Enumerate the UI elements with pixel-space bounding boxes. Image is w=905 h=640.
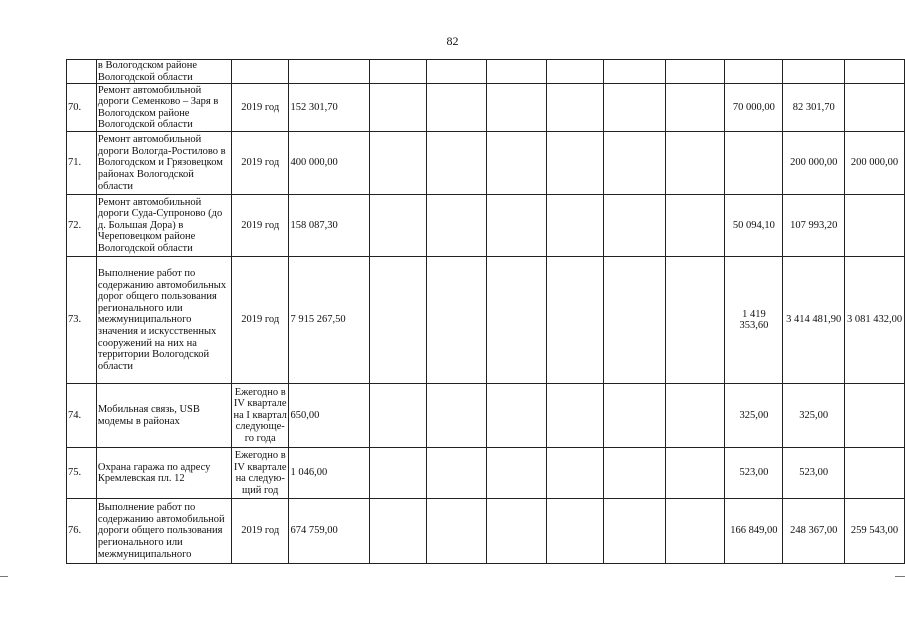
empty-cell [665, 60, 725, 84]
empty-cell [546, 499, 604, 564]
table-row [67, 384, 905, 448]
empty-cell [546, 84, 604, 132]
empty-cell [546, 132, 604, 195]
empty-cell [487, 84, 547, 132]
empty-cell [604, 499, 665, 564]
amount-year-3 [845, 448, 905, 499]
table-row [67, 60, 905, 84]
empty-cell [487, 384, 547, 448]
period: 2019 год [231, 84, 289, 132]
table-row [67, 132, 905, 195]
row-number: 75. [67, 448, 97, 499]
total-amount: 152 301,70 [289, 84, 369, 132]
empty-cell [665, 195, 725, 257]
empty-cell [604, 257, 665, 384]
empty-cell [427, 132, 487, 195]
total-amount: 650,00 [289, 384, 369, 448]
empty-cell [427, 84, 487, 132]
total-amount: 1 046,00 [289, 448, 369, 499]
item-name: в Вологодском районе Вологодской области [96, 60, 231, 84]
amount-year-3 [845, 84, 905, 132]
empty-cell [487, 132, 547, 195]
amount-year-2: 523,00 [783, 448, 845, 499]
row-number: 76. [67, 499, 97, 564]
empty-cell [369, 448, 427, 499]
amount-year-3 [845, 195, 905, 257]
amount-year-1: 1 419 353,60 [725, 257, 783, 384]
item-name: Охрана гаража по адресу Кремлевская пл. 12 [96, 448, 231, 499]
empty-cell [427, 384, 487, 448]
table-row [67, 84, 905, 132]
empty-cell [604, 84, 665, 132]
amount-year-3 [845, 60, 905, 84]
empty-cell [665, 499, 725, 564]
empty-cell [427, 60, 487, 84]
empty-cell [546, 60, 604, 84]
total-amount [289, 60, 369, 84]
amount-year-1: 70 000,00 [725, 84, 783, 132]
empty-cell [369, 60, 427, 84]
empty-cell [369, 132, 427, 195]
empty-cell [604, 60, 665, 84]
total-amount: 400 000,00 [289, 132, 369, 195]
empty-cell [369, 195, 427, 257]
period: 2019 год [231, 499, 289, 564]
row-number: 74. [67, 384, 97, 448]
empty-cell [604, 384, 665, 448]
empty-cell [604, 195, 665, 257]
empty-cell [487, 195, 547, 257]
amount-year-2: 248 367,00 [783, 499, 845, 564]
empty-cell [369, 384, 427, 448]
empty-cell [604, 448, 665, 499]
empty-cell [369, 84, 427, 132]
period: Ежегодно в IV квартале на I квартал следующе-го года [231, 384, 289, 448]
empty-cell [487, 448, 547, 499]
period: 2019 год [231, 132, 289, 195]
empty-cell [487, 499, 547, 564]
page-number: 82 [446, 34, 459, 48]
empty-cell [665, 257, 725, 384]
item-name: Выполнение работ по содержанию автомобильной дороги общего пользования регионального или межмуниципального [96, 499, 231, 564]
row-number: 71. [67, 132, 97, 195]
empty-cell [665, 132, 725, 195]
amount-year-2: 325,00 [783, 384, 845, 448]
empty-cell [665, 84, 725, 132]
empty-cell [427, 448, 487, 499]
empty-cell [546, 257, 604, 384]
amount-year-2: 82 301,70 [783, 84, 845, 132]
amount-year-3 [845, 384, 905, 448]
amount-year-3: 259 543,00 [845, 499, 905, 564]
item-name: Ремонт автомобильной дороги Суда-Супроново (до д. Большая Дора) в Череповецком районе Вологодской области [96, 195, 231, 257]
period [231, 60, 289, 84]
budget-table [66, 59, 905, 564]
scan-mark [0, 576, 8, 577]
empty-cell [427, 257, 487, 384]
amount-year-2: 107 993,20 [783, 195, 845, 257]
amount-year-2: 3 414 481,90 [783, 257, 845, 384]
empty-cell [427, 499, 487, 564]
table-row [67, 257, 905, 384]
scan-mark [895, 576, 905, 577]
amount-year-2: 200 000,00 [783, 132, 845, 195]
amount-year-1: 325,00 [725, 384, 783, 448]
table-row [67, 448, 905, 499]
empty-cell [604, 132, 665, 195]
amount-year-1: 523,00 [725, 448, 783, 499]
period: 2019 год [231, 257, 289, 384]
amount-year-2 [783, 60, 845, 84]
amount-year-1: 50 094,10 [725, 195, 783, 257]
empty-cell [546, 384, 604, 448]
empty-cell [665, 448, 725, 499]
item-name: Мобильная связь, USB модемы в районах [96, 384, 231, 448]
period: Ежегодно в IV квартале на следую-щий год [231, 448, 289, 499]
period: 2019 год [231, 195, 289, 257]
empty-cell [546, 448, 604, 499]
row-number: 73. [67, 257, 97, 384]
empty-cell [546, 195, 604, 257]
table-row [67, 499, 905, 564]
amount-year-1: 166 849,00 [725, 499, 783, 564]
amount-year-1 [725, 60, 783, 84]
amount-year-3: 3 081 432,00 [845, 257, 905, 384]
empty-cell [487, 60, 547, 84]
amount-year-1 [725, 132, 783, 195]
table-row [67, 195, 905, 257]
row-number [67, 60, 97, 84]
total-amount: 158 087,30 [289, 195, 369, 257]
row-number: 70. [67, 84, 97, 132]
amount-year-3: 200 000,00 [845, 132, 905, 195]
empty-cell [369, 499, 427, 564]
item-name: Ремонт автомобильной дороги Вологда-Ростилово в Вологодском и Грязовецком районах Вологодской области [96, 132, 231, 195]
empty-cell [487, 257, 547, 384]
item-name: Выполнение работ по содержанию автомобильных дорог общего пользования регионального или межмуниципального значения и искусственных сооружений на них на территории Вологодской области [96, 257, 231, 384]
empty-cell [665, 384, 725, 448]
item-name: Ремонт автомобильной дороги Семенково – Заря в Вологодском районе Вологодской области [96, 84, 231, 132]
total-amount: 7 915 267,50 [289, 257, 369, 384]
empty-cell [427, 195, 487, 257]
row-number: 72. [67, 195, 97, 257]
empty-cell [369, 257, 427, 384]
total-amount: 674 759,00 [289, 499, 369, 564]
